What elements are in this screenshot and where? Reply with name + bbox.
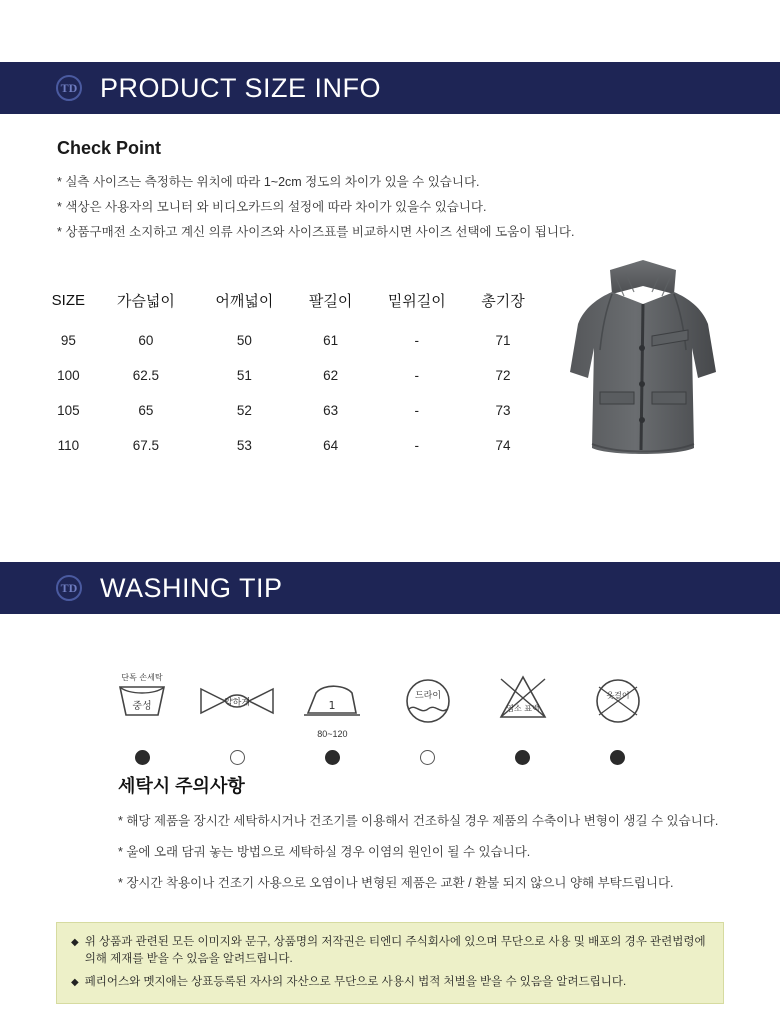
size-note: * 상품구매전 소지하고 계신 의류 사이즈와 사이즈표를 비교하시면 사이즈 선택에 도움이 됩니다. xyxy=(57,225,575,239)
table-cell: 72 xyxy=(495,368,511,383)
table-header-cell: 가슴넓이 xyxy=(116,293,175,310)
washing-note-list xyxy=(118,806,718,899)
svg-text:단독 손세탁: 단독 손세탁 xyxy=(121,673,163,682)
hang-dry-icon xyxy=(585,665,651,727)
check-point-heading: Check Point xyxy=(57,138,162,158)
notice-line xyxy=(71,974,709,991)
table-cell: 95 xyxy=(60,333,76,348)
table-cell: 60 xyxy=(138,333,154,348)
table-cell: 71 xyxy=(495,333,511,348)
brand-logo-icon: TD xyxy=(56,75,82,101)
table-header-cell: 밑위길이 xyxy=(387,293,446,310)
section-header-washing xyxy=(0,562,780,614)
diamond-bullet-icon: ◆ xyxy=(71,937,79,948)
size-note-list xyxy=(57,170,677,245)
brand-logo-icon: TD xyxy=(56,575,82,601)
care-symbol-dot xyxy=(135,750,150,765)
table-cell: 51 xyxy=(236,368,252,383)
product-photo xyxy=(548,252,738,482)
diamond-bullet-icon: ◆ xyxy=(71,977,79,988)
section-title-washing: WASHING TIP xyxy=(100,572,283,603)
iron-icon xyxy=(294,665,370,727)
table-cell: - xyxy=(414,403,420,418)
svg-text:중성: 중성 xyxy=(132,701,152,712)
care-symbol-hang-dry xyxy=(576,665,660,765)
size-info-section xyxy=(0,62,780,552)
care-symbol-dot xyxy=(610,750,625,765)
washing-note: * 장시간 착용이나 건조기 사용으로 오염이나 변형된 제품은 교환 / 환불 되지 않으니 양해 부탁드립니다. xyxy=(118,876,674,890)
table-cell: 53 xyxy=(236,438,252,453)
table-row xyxy=(40,428,540,463)
no-bleach-icon xyxy=(487,665,559,727)
table-header-row xyxy=(40,284,540,323)
size-table xyxy=(40,284,540,463)
care-symbol-row xyxy=(100,665,660,765)
care-symbol-caption: 80~120 xyxy=(317,729,348,739)
table-row xyxy=(40,323,540,358)
svg-text:1: 1 xyxy=(328,699,336,712)
care-symbol-dot xyxy=(420,750,435,765)
table-cell: 61 xyxy=(323,333,339,348)
table-cell: 62 xyxy=(323,368,339,383)
copyright-notice xyxy=(56,922,724,1004)
table-row xyxy=(40,393,540,428)
care-symbol-gentle-wring xyxy=(195,665,279,765)
table-cell: 62.5 xyxy=(132,368,160,383)
hand-wash-icon xyxy=(106,665,178,727)
table-cell: - xyxy=(414,333,420,348)
table-cell: 65 xyxy=(138,403,154,418)
care-symbol-hand-wash xyxy=(100,665,184,765)
washing-note: * 울에 오래 담궈 놓는 방법으로 세탁하실 경우 이염의 원인이 될 수 있습니다. xyxy=(118,845,531,859)
notice-text: 페리어스와 멧지애는 상표등록된 자사의 자산으로 무단으로 사용시 법적 처벌을 받을 수 있음을 알려드립니다. xyxy=(84,976,627,988)
size-note: * 색상은 사용자의 모니터 와 비디오카드의 설정에 따라 차이가 있을수 있습니다. xyxy=(57,200,487,214)
table-cell: 74 xyxy=(495,438,511,453)
table-header-cell: 어깨넓이 xyxy=(215,293,274,310)
table-header-cell: 총기장 xyxy=(481,293,525,310)
svg-text:약하게: 약하게 xyxy=(224,698,251,708)
svg-text:드라이: 드라이 xyxy=(414,691,441,701)
table-cell: 73 xyxy=(495,403,511,418)
section-title-size: PRODUCT SIZE INFO xyxy=(100,72,382,103)
svg-text:염소 표백: 염소 표백 xyxy=(506,704,540,713)
washing-note: * 해당 제품을 장시간 세탁하시거나 건조기를 이용해서 건조하실 경우 제품의 수축이나 변형이 생길 수 있습니다. xyxy=(118,814,719,828)
care-symbol-no-bleach xyxy=(481,665,565,765)
care-symbol-dot xyxy=(230,750,245,765)
table-cell: 50 xyxy=(236,333,252,348)
care-symbol-dry-clean xyxy=(386,665,470,765)
table-header-cell: 팔길이 xyxy=(308,293,353,310)
care-symbol-dot xyxy=(325,750,340,765)
svg-text:옷걸이: 옷걸이 xyxy=(606,691,630,700)
table-cell: 100 xyxy=(57,368,80,383)
notice-text: 위 상품과 관련된 모든 이미지와 문구, 상품명의 저작권은 티엔디 주식회사에 있으며 무단으로 사용 및 배포의 경우 관련법령에 의해 제재를 받을 수 있음을 알려드립니다. xyxy=(84,936,706,965)
washing-notes-heading: 세탁시 주의사항 xyxy=(118,776,245,796)
table-cell: - xyxy=(414,368,420,383)
table-cell: - xyxy=(414,438,420,453)
care-symbol-dot xyxy=(515,750,530,765)
table-cell: 105 xyxy=(57,403,80,418)
table-cell: 64 xyxy=(323,438,339,453)
table-cell: 63 xyxy=(323,403,339,418)
table-row xyxy=(40,358,540,393)
care-symbol-iron xyxy=(290,665,374,765)
notice-line xyxy=(71,934,709,968)
table-header-cell: SIZE xyxy=(51,292,85,309)
table-cell: 52 xyxy=(236,403,252,418)
table-cell: 67.5 xyxy=(132,438,160,453)
tumble-dry-icon xyxy=(395,665,461,727)
gentle-wring-icon xyxy=(195,665,279,727)
size-note: * 실측 사이즈는 측정하는 위치에 따라 1~2cm 정도의 차이가 있을 수 있습니다. xyxy=(57,175,480,189)
table-cell: 110 xyxy=(57,438,80,453)
